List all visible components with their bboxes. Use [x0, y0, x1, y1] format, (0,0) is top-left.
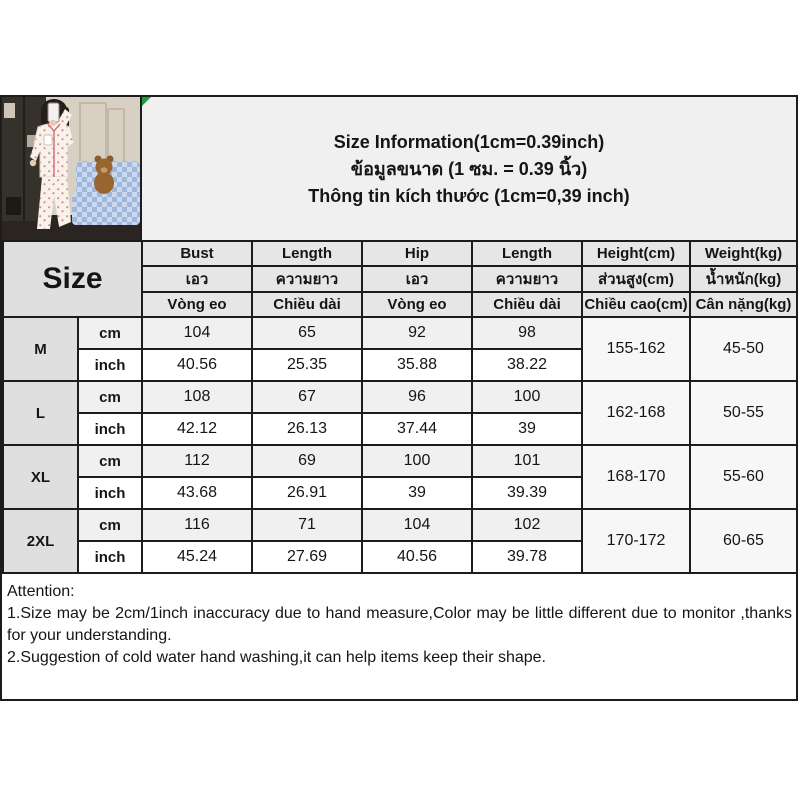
value-cell: 116: [142, 509, 252, 541]
value-cell: 67: [252, 381, 362, 413]
value-cell: 96: [362, 381, 472, 413]
row-2xl-cm: [3, 509, 797, 541]
bordered-content-box: [0, 95, 798, 701]
value-cell: 92: [362, 317, 472, 349]
unit-cell-inch: inch: [78, 413, 142, 445]
header-cell-weight-vi: Cân nặng(kg): [690, 292, 797, 317]
value-cell: 112: [142, 445, 252, 477]
height-cell-m: 155-162: [582, 317, 690, 381]
height-cell-l: 162-168: [582, 381, 690, 445]
value-cell: 104: [142, 317, 252, 349]
value-cell: 40.56: [362, 541, 472, 573]
height-cell-xl: 168-170: [582, 445, 690, 509]
value-cell: 102: [472, 509, 582, 541]
header-cell-height-vi: Chiều cao(cm): [582, 292, 690, 317]
top-row: [2, 97, 796, 240]
header-cell-length-th: ความยาว: [252, 266, 362, 292]
value-cell: 69: [252, 445, 362, 477]
header-cell-length2-vi: Chiều dài: [472, 292, 582, 317]
value-cell: 35.88: [362, 349, 472, 381]
unit-cell-cm: cm: [78, 317, 142, 349]
header-cell-hip-vi: Vòng eo: [362, 292, 472, 317]
value-cell: 71: [252, 509, 362, 541]
title-english: Size Information(1cm=0.39inch): [333, 131, 605, 152]
value-cell: 39.78: [472, 541, 582, 573]
value-cell: 65: [252, 317, 362, 349]
size-label-2xl: 2XL: [3, 509, 78, 573]
value-cell: 104: [362, 509, 472, 541]
green-corner-marker-icon: [142, 97, 151, 106]
title-vietnamese: Thông tin kích thước (1cm=0,39 inch): [308, 185, 630, 206]
row-l-cm: [3, 381, 797, 413]
value-cell: 100: [362, 445, 472, 477]
header-cell-length-vi: Chiều dài: [252, 292, 362, 317]
product-photo: [2, 97, 140, 240]
value-cell: 38.22: [472, 349, 582, 381]
header-cell-length: Length: [252, 241, 362, 266]
value-cell: 27.69: [252, 541, 362, 573]
attention-heading: Attention:: [7, 583, 75, 600]
value-cell: 100: [472, 381, 582, 413]
value-cell: 45.24: [142, 541, 252, 573]
pajama-model-illustration: [2, 97, 140, 240]
header-cell-bust: Bust: [142, 241, 252, 266]
attention-section: [2, 574, 796, 669]
size-table: [2, 240, 798, 574]
height-cell-2xl: 170-172: [582, 509, 690, 573]
attention-item-1: 1.Size may be 2cm/1inch inaccuracy due to hand measure,Color may be little different due to monitor ,thanks for your understanding.: [7, 605, 792, 644]
size-label-l: L: [3, 381, 78, 445]
value-cell: 26.91: [252, 477, 362, 509]
header-cell-weight-th: น้ำหนัก(kg): [690, 266, 797, 292]
header-cell-weight: Weight(kg): [690, 241, 797, 266]
weight-cell-xl: 55-60: [690, 445, 797, 509]
value-cell: 43.68: [142, 477, 252, 509]
value-cell: 26.13: [252, 413, 362, 445]
value-cell: 39: [362, 477, 472, 509]
header-cell-length2: Length: [472, 241, 582, 266]
header-row-english: [3, 241, 797, 266]
value-cell: 37.44: [362, 413, 472, 445]
unit-cell-inch: inch: [78, 541, 142, 573]
attention-item-2: 2.Suggestion of cold water hand washing,it can help items keep their shape.: [7, 649, 546, 666]
value-cell: 42.12: [142, 413, 252, 445]
value-cell: 40.56: [142, 349, 252, 381]
unit-cell-cm: cm: [78, 445, 142, 477]
title-area: [140, 97, 796, 240]
row-xl-cm: [3, 445, 797, 477]
unit-cell-cm: cm: [78, 509, 142, 541]
weight-cell-2xl: 60-65: [690, 509, 797, 573]
header-cell-height: Height(cm): [582, 241, 690, 266]
header-cell-bust-th: เอว: [142, 266, 252, 292]
unit-cell-cm: cm: [78, 381, 142, 413]
header-cell-hip: Hip: [362, 241, 472, 266]
value-cell: 98: [472, 317, 582, 349]
value-cell: 101: [472, 445, 582, 477]
unit-cell-inch: inch: [78, 477, 142, 509]
weight-cell-m: 45-50: [690, 317, 797, 381]
size-header-cell: Size: [3, 241, 142, 317]
value-cell: 39.39: [472, 477, 582, 509]
header-cell-length2-th: ความยาว: [472, 266, 582, 292]
header-cell-bust-vi: Vòng eo: [142, 292, 252, 317]
title-thai: ข้อมูลขนาด (1 ซม. = 0.39 นิ้ว): [350, 158, 588, 179]
size-label-m: M: [3, 317, 78, 381]
weight-cell-l: 50-55: [690, 381, 797, 445]
value-cell: 25.35: [252, 349, 362, 381]
value-cell: 39: [472, 413, 582, 445]
value-cell: 108: [142, 381, 252, 413]
unit-cell-inch: inch: [78, 349, 142, 381]
header-cell-height-th: ส่วนสูง(cm): [582, 266, 690, 292]
header-cell-hip-th: เอว: [362, 266, 472, 292]
size-label-xl: XL: [3, 445, 78, 509]
row-m-cm: [3, 317, 797, 349]
